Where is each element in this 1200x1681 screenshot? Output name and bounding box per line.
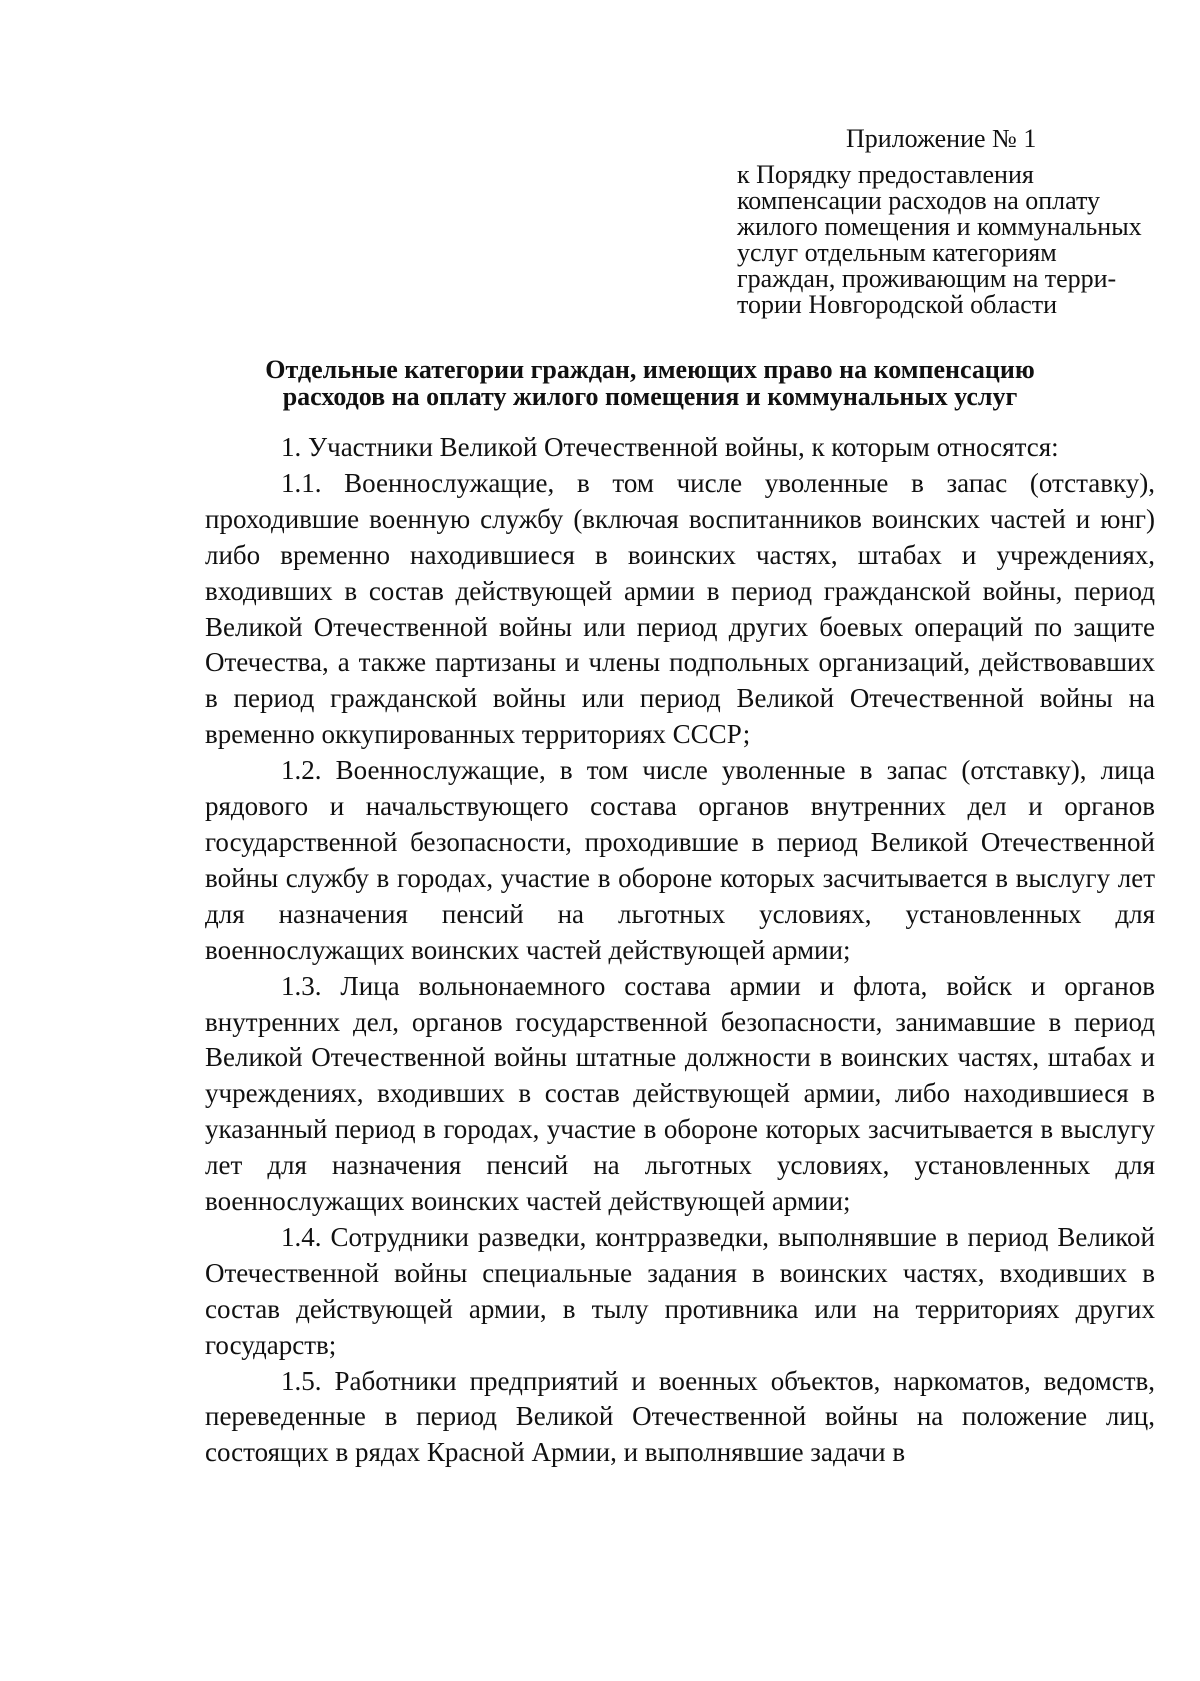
- document-heading: [200, 356, 1100, 410]
- paragraph-1-1: 1.1. Военнослужащие, в том числе уволенные в запас (отставку), проходившие военную службу (включая воспитанников воинских частей и юнг) либо временно находившиеся в воинских частях, штабах и учреждениях, входивших в состав действующей армии в период гражданской войны, период Великой Отечественной войны или период других боевых операций по защите Отечества, а также партизаны и члены подпольных организаций, действовавших в период гражданской войны или период Великой Отечественной войны на временно оккупированных территориях СССР;: [205, 467, 1155, 750]
- appendix-reference-line: тории Новгородской области: [737, 290, 1058, 319]
- appendix-title: Приложение № 1: [846, 124, 1037, 153]
- paragraph-1-3: 1.3. Лица вольнонаемного состава армии и флота, войск и органов внутренних дел, органов государственной безопасности, занимавшие в период Великой Отечественной войны штатные должности в воинских частях, штабах и учреждениях, входивших в состав действующей армии, либо находившиеся в указанный период в городах, участие в обороне которых засчитывается в выслугу лет для назначения пенсий на льготных условиях, установленных для военнослужащих воинских частей действующей армии;: [205, 970, 1155, 1217]
- appendix-reference-line: граждан, проживающим на терри-: [737, 264, 1117, 293]
- heading-line: расходов на оплату жилого помещения и коммунальных услуг: [282, 382, 1018, 411]
- document-body: [205, 430, 1155, 1471]
- paragraph-1: 1. Участники Великой Отечественной войны, к которым относятся:: [281, 432, 1059, 462]
- heading-line: Отдельные категории граждан, имеющих право на компенсацию: [265, 355, 1035, 384]
- appendix-reference-line: к Порядку предоставления: [737, 160, 1034, 189]
- appendix-reference: [737, 162, 1157, 318]
- paragraph-1-5: 1.5. Работники предприятий и военных объектов, наркоматов, ведомств, переведенные в период Великой Отечественной войны на положение лиц, состоящих в рядах Красной Армии, и выполнявшие задачи в: [205, 1365, 1155, 1468]
- appendix-reference-line: услуг отдельным категориям: [737, 238, 1057, 267]
- paragraph-1-2: 1.2. Военнослужащие, в том числе уволенные в запас (отставку), лица рядового и начальствующего состава органов внутренних дел и органов государственной безопасности, проходившие в период Великой Отечественной войны службу в городах, участие в обороне которых засчитывается в выслугу лет для назначения пенсий на льготных условиях, установленных для военнослужащих воинских частей действующей армии;: [205, 755, 1155, 965]
- appendix-reference-line: жилого помещения и коммунальных: [737, 212, 1142, 241]
- paragraph-1-4: 1.4. Сотрудники разведки, контрразведки, выполнявшие в период Великой Отечественной войны специальные задания в воинских частях, входивших в состав действующей армии, в тылу противника или на территориях других государств;: [205, 1221, 1155, 1360]
- appendix-reference-line: компенсации расходов на оплату: [737, 186, 1101, 215]
